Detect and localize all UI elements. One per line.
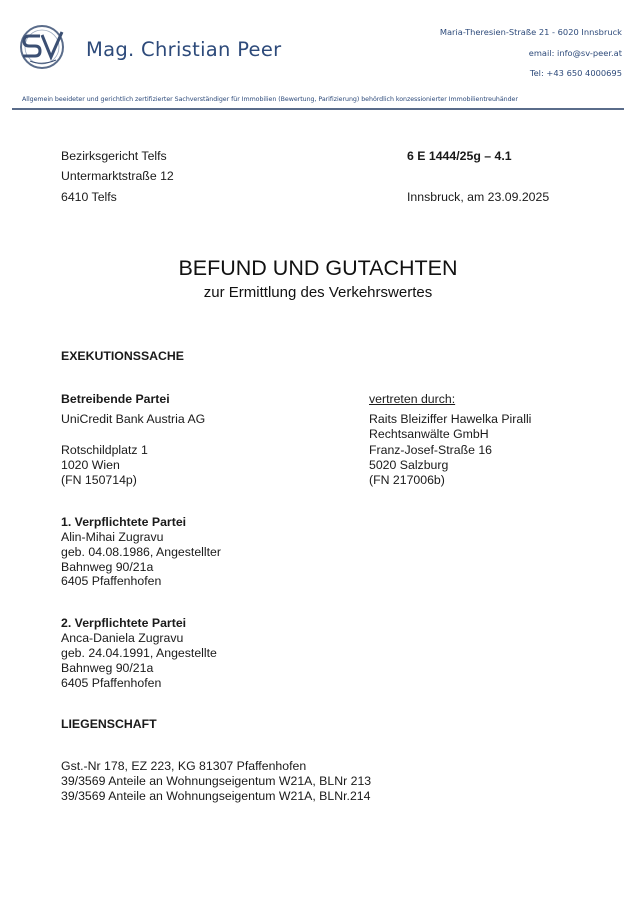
debtor-2-name: Anca-Daniela Zugravu [61, 631, 184, 645]
recipient-line-2: Untermarktstraße 12 [61, 169, 174, 183]
debtor-2-birth: geb. 24.04.1991, Angestellte [61, 646, 217, 660]
debtor-2-city: 6405 Pfaffenhofen [61, 676, 162, 690]
property-heading: LIEGENSCHAFT [61, 717, 157, 731]
recipient-line-3: 6410 Telfs [61, 190, 117, 204]
representative-fn: (FN 217006b) [369, 473, 445, 487]
creditor-fn: (FN 150714p) [61, 473, 137, 487]
debtor-2-street: Bahnweg 90/21a [61, 661, 154, 675]
property-line-1: Gst.-Nr 178, EZ 223, KG 81307 Pfaffenhofen [61, 759, 307, 773]
sv-logo [18, 24, 68, 70]
representative-name-1: Raits Bleiziffer Hawelka Piralli [369, 412, 532, 426]
representative-street: Franz-Josef-Straße 16 [369, 443, 493, 457]
letterhead-phone: Tel: +43 650 4000695 [529, 68, 622, 78]
creditor-name: UniCredit Bank Austria AG [61, 412, 206, 426]
debtor-1-heading: 1. Verpflichtete Partei [61, 515, 187, 529]
representative-name-2: Rechtsanwälte GmbH [369, 427, 489, 441]
letterhead-tagline: Allgemein beeideter und gerichtlich zertifizierter Sachverständiger für Immobilien (Bewertung, Parifizierung) behördlich konzessionierter Immobilientreuhänder [22, 96, 518, 103]
case-type-heading: EXEKUTIONSSACHE [61, 349, 184, 363]
letterhead-divider [12, 108, 624, 110]
debtor-1-birth: geb. 04.08.1986, Angestellter [61, 545, 221, 559]
letterhead-name: Mag. Christian Peer [86, 38, 282, 61]
creditor-heading: Betreibende Partei [61, 392, 170, 406]
debtor-2-heading: 2. Verpflichtete Partei [61, 616, 187, 630]
sv-logo-icon [18, 24, 68, 70]
case-number: 6 E 1444/25g – 4.1 [407, 149, 512, 163]
creditor-city: 1020 Wien [61, 458, 120, 472]
property-line-3: 39/3569 Anteile an Wohnungseigentum W21A, BLNr.214 [61, 789, 371, 803]
debtor-1-city: 6405 Pfaffenhofen [61, 574, 162, 588]
property-line-2: 39/3569 Anteile an Wohnungseigentum W21A, BLNr 213 [61, 774, 372, 788]
debtor-1-name: Alin-Mihai Zugravu [61, 530, 164, 544]
letterhead-address: Maria-Theresien-Straße 21 - 6020 Innsbruck [439, 27, 622, 37]
place-date: Innsbruck, am 23.09.2025 [407, 190, 550, 204]
representative-heading: vertreten durch: [369, 392, 456, 406]
document-title: BEFUND UND GUTACHTEN [178, 256, 458, 280]
letterhead-email: email: info@sv-peer.at [528, 48, 622, 58]
creditor-street: Rotschildplatz 1 [61, 443, 148, 457]
recipient-line-1: Bezirksgericht Telfs [61, 149, 167, 163]
representative-city: 5020 Salzburg [369, 458, 449, 472]
debtor-1-street: Bahnweg 90/21a [61, 560, 154, 574]
document-subtitle: zur Ermittlung des Verkehrswertes [203, 284, 433, 301]
